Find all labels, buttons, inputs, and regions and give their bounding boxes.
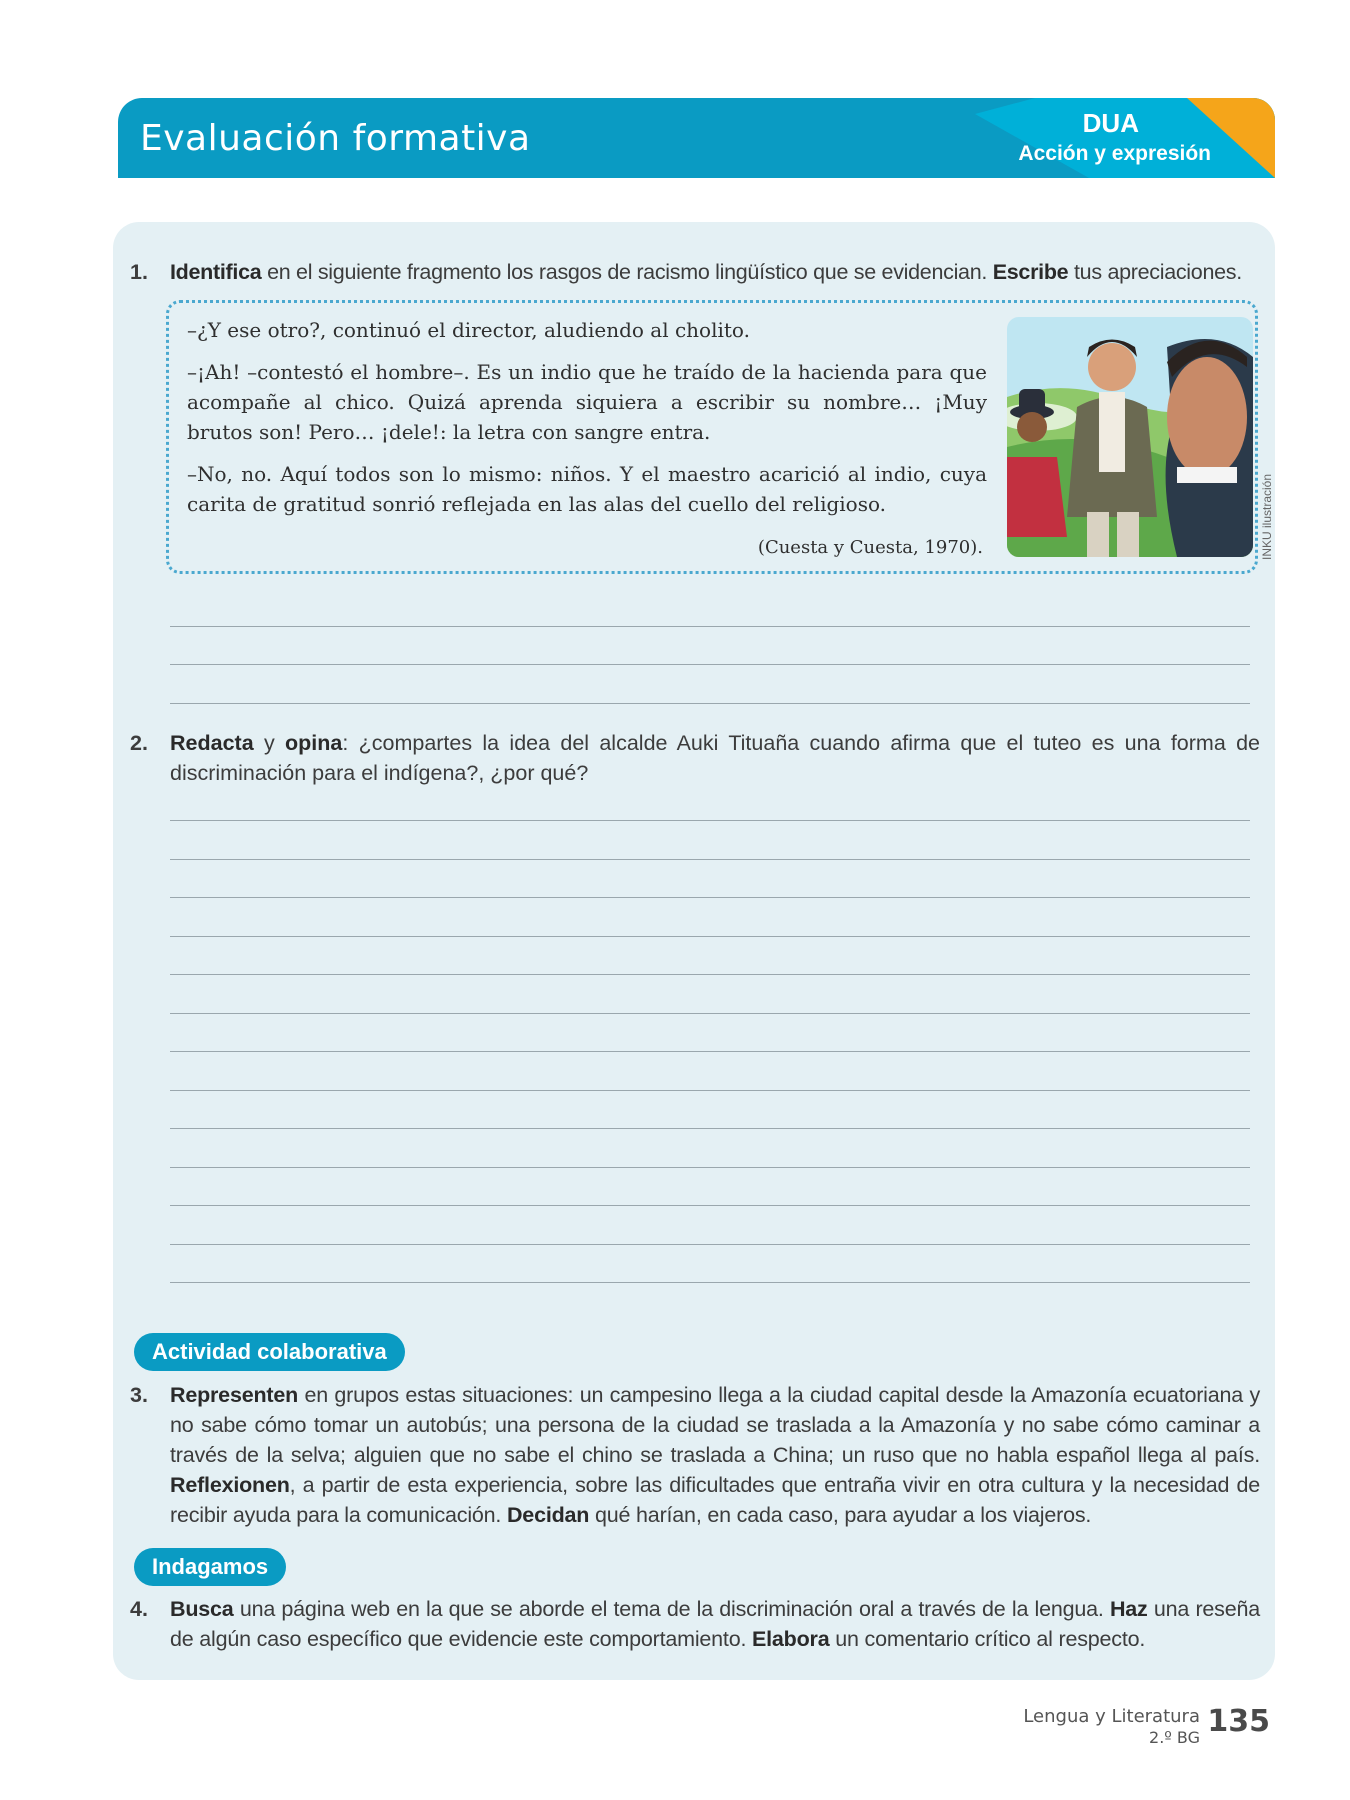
question-text: y	[253, 731, 285, 755]
quote-paragraph: –No, no. Aquí todos son lo mismo: niños. Y el maestro acarició al indio, cuya carita de gratitud sonrió reflejada en las alas del cuello del religioso.	[187, 462, 987, 516]
question-text: tus apreciaciones.	[1068, 260, 1242, 284]
question-text: una página web en la que se aborde el tema de la discriminación oral a través de la lengua.	[233, 1597, 1110, 1621]
question-number: 1.	[130, 260, 148, 284]
answer-line[interactable]	[170, 974, 1250, 975]
quote-paragraph: –¿Y ese otro?, continuó el director, aludiendo al cholito.	[187, 318, 750, 342]
question-text: : ¿compartes la idea del alcalde Auki Tituaña cuando afirma que el tuteo es una forma de discriminación para el indígena?, ¿por qué?	[170, 731, 1260, 785]
question-text: qué harían, en cada caso, para ayudar a los viajeros.	[589, 1503, 1092, 1527]
question-number: 3.	[130, 1383, 148, 1407]
answer-line[interactable]	[170, 1051, 1250, 1052]
section-label-collaborative: Actividad colaborativa	[134, 1333, 405, 1371]
answer-line[interactable]	[170, 703, 1250, 704]
instruction-verb: Busca	[170, 1597, 234, 1621]
answer-line[interactable]	[170, 859, 1250, 860]
answer-line[interactable]	[170, 1282, 1250, 1283]
answer-line[interactable]	[170, 1090, 1250, 1091]
instruction-verb: Identifica	[170, 260, 262, 284]
story-illustration	[1007, 317, 1253, 557]
question-number: 4.	[130, 1597, 148, 1621]
instruction-verb: Representen	[170, 1383, 299, 1407]
instruction-verb: opina	[285, 731, 343, 755]
answer-line[interactable]	[170, 1128, 1250, 1129]
instruction-verb: Elabora	[752, 1627, 830, 1651]
answer-line[interactable]	[170, 664, 1250, 665]
instruction-verb: Haz	[1109, 1597, 1148, 1621]
question-text: una reseña de algún caso específico que evidencie este comportamiento.	[170, 1597, 1260, 1651]
dua-label: DUA	[1082, 108, 1139, 138]
answer-line[interactable]	[170, 820, 1250, 821]
header-banner	[118, 98, 1275, 178]
answer-line[interactable]	[170, 1167, 1250, 1168]
question-text: , a partir de esta experiencia, sobre las dificultades que entraña vivir en otra cultura y la necesidad de recibir ayuda para la comunicación.	[170, 1473, 1260, 1527]
quote-citation: (Cuesta y Cuesta, 1970).	[757, 537, 983, 558]
question-number: 2.	[130, 731, 148, 755]
footer-grade: 2.º BG	[1149, 1728, 1200, 1747]
instruction-verb: Redacta	[170, 731, 254, 755]
instruction-verb: Reflexionen	[170, 1473, 290, 1497]
answer-line[interactable]	[170, 1013, 1250, 1014]
question-text: en el siguiente fragmento los rasgos de racismo lingüístico que se evidencian.	[261, 260, 993, 284]
footer-subject: Lengua y Literatura	[1023, 1706, 1200, 1727]
quote-text	[187, 315, 987, 531]
quote-paragraph: –¡Ah! –contestó el hombre–. Es un indio que he traído de la hacienda para que acompañe al chico. Quizá aprenda siquiera a escribir su nombre… ¡Muy brutos son! Pero… ¡dele!: la letra con sangre entra.	[187, 360, 987, 444]
question-4	[130, 1594, 1260, 1654]
section-label-research: Indagamos	[134, 1548, 286, 1586]
illustration-credit: INKU ilustración	[1260, 473, 1274, 560]
dua-subtitle: Acción y expresión	[1018, 142, 1211, 165]
instruction-verb: Escribe	[992, 260, 1069, 284]
question-text: un comentario crítico al respecto.	[829, 1627, 1146, 1651]
answer-line[interactable]	[170, 936, 1250, 937]
question-1	[130, 257, 1260, 287]
answer-line[interactable]	[170, 897, 1250, 898]
page-title: Evaluación formativa	[140, 118, 531, 159]
question-2	[130, 728, 1260, 788]
answer-line[interactable]	[170, 1205, 1250, 1206]
answer-line[interactable]	[170, 626, 1250, 627]
quote-box	[166, 300, 1258, 574]
question-3	[130, 1380, 1260, 1530]
instruction-verb: Decidan	[506, 1503, 590, 1527]
question-text: en grupos estas situaciones: un campesino llega a la ciudad capital desde la Amazonía ecuatoriana y no sabe cómo tomar un autobús; una persona de la ciudad se traslada a la Amazonía y no sabe cómo caminar a través de la selva; alguien que no sabe el chino se traslada a China; un ruso que no habla español llega al país.	[170, 1383, 1260, 1467]
answer-line[interactable]	[170, 1244, 1250, 1245]
page-number: 135	[1207, 1704, 1270, 1739]
